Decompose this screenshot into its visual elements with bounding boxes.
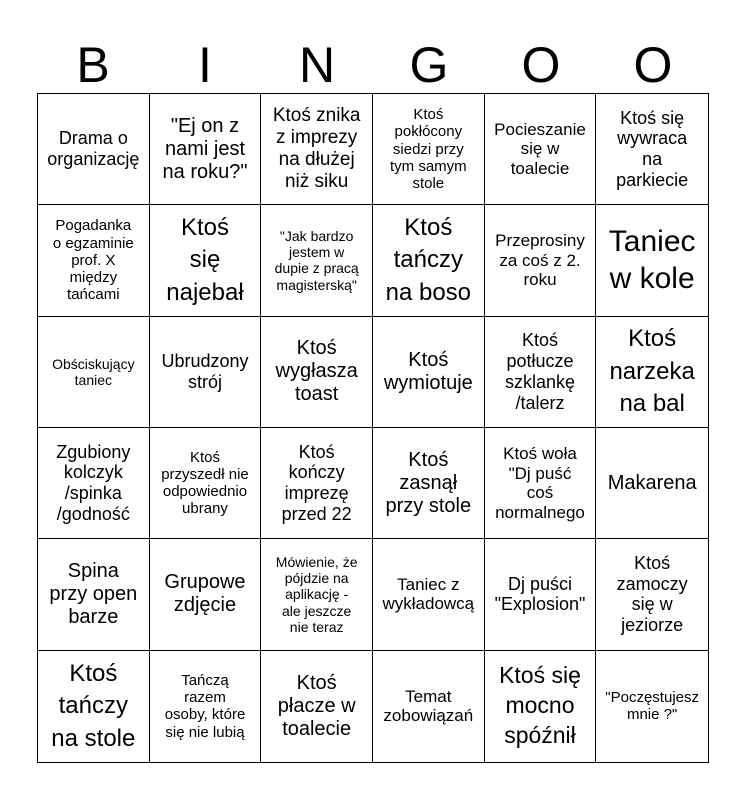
bingo-cell[interactable]: Ktoś się wywraca na parkiecie [596, 94, 708, 205]
bingo-cell[interactable]: Taniec w kole [596, 205, 708, 316]
bingo-cell[interactable]: Pocieszanie się w toalecie [485, 94, 597, 205]
bingo-cell[interactable]: Ktoś zamoczy się w jeziorze [596, 539, 708, 650]
bingo-cell[interactable]: Makarena [596, 428, 708, 539]
header-letter-o-2: O [633, 37, 673, 93]
bingo-cell[interactable]: Ktoś się najebał [150, 205, 262, 316]
bingo-cell[interactable]: Ktoś wymiotuje [373, 317, 485, 428]
bingo-cell[interactable]: Mówienie, że pójdzie na aplikację - ale jeszcze nie teraz [261, 539, 373, 650]
bingo-cell[interactable]: Tańczą razem osoby, które się nie lubią [150, 651, 262, 762]
bingo-cell[interactable]: "Jak bardzo jestem w dupie z pracą magisterską" [261, 205, 373, 316]
header-letter-i: I [198, 37, 212, 93]
header-letter-o: O [521, 37, 561, 93]
bingo-cell[interactable]: Ktoś wygłasza toast [261, 317, 373, 428]
bingo-cell[interactable]: Ktoś potłucze szklankę /talerz [485, 317, 597, 428]
bingo-cell[interactable]: Ktoś pokłócony siedzi przy tym samym stole [373, 94, 485, 205]
bingo-board [37, 93, 709, 763]
bingo-cell[interactable]: Ubrudzony strój [150, 317, 262, 428]
bingo-cell[interactable]: Ktoś narzeka na bal [596, 317, 708, 428]
bingo-cell[interactable]: Drama o organizację [38, 94, 150, 205]
bingo-cell[interactable]: Ktoś woła "Dj puść coś normalnego [485, 428, 597, 539]
bingo-cell[interactable]: "Ej on z nami jest na roku?" [150, 94, 262, 205]
bingo-cell[interactable]: Zgubiony kolczyk /spinka /godność [38, 428, 150, 539]
bingo-cell[interactable]: Grupowe zdjęcie [150, 539, 262, 650]
bingo-cell[interactable]: Ktoś znika z imprezy na dłużej niż siku [261, 94, 373, 205]
bingo-cell[interactable]: "Poczęstujesz mnie ?" [605, 689, 699, 724]
bingo-cell[interactable]: Ktoś zasnął przy stole [373, 428, 485, 539]
bingo-cell[interactable]: Dj puści "Explosion" [485, 539, 597, 650]
bingo-cell[interactable]: Ktoś kończy imprezę przed 22 [261, 428, 373, 539]
header-letter-n: N [298, 37, 336, 93]
bingo-cell[interactable]: Taniec z wykładowcą [373, 539, 485, 650]
bingo-cell[interactable]: Przeprosiny za coś z 2. roku [485, 205, 597, 316]
bingo-cell[interactable]: Ktoś tańczy na stole [38, 651, 150, 762]
bingo-cell[interactable]: Ktoś płacze w toalecie [261, 651, 373, 762]
bingo-header [37, 36, 709, 94]
bingo-cell[interactable]: Pogadanka o egzaminie prof. X między tańcami [38, 205, 150, 316]
bingo-cell[interactable]: Obściskujący taniec [38, 317, 150, 428]
bingo-cell[interactable]: Ktoś się mocno spóźnił [485, 651, 597, 762]
header-letter-b: B [76, 37, 110, 93]
bingo-cell[interactable]: Spina przy open barze [38, 539, 150, 650]
bingo-cell[interactable]: Ktoś przyszedł nie odpowiednio ubrany [150, 428, 262, 539]
header-letter-g: G [409, 37, 449, 93]
bingo-cell[interactable]: Temat zobowiązań [373, 651, 485, 762]
bingo-cell[interactable]: Ktoś tańczy na boso [373, 205, 485, 316]
